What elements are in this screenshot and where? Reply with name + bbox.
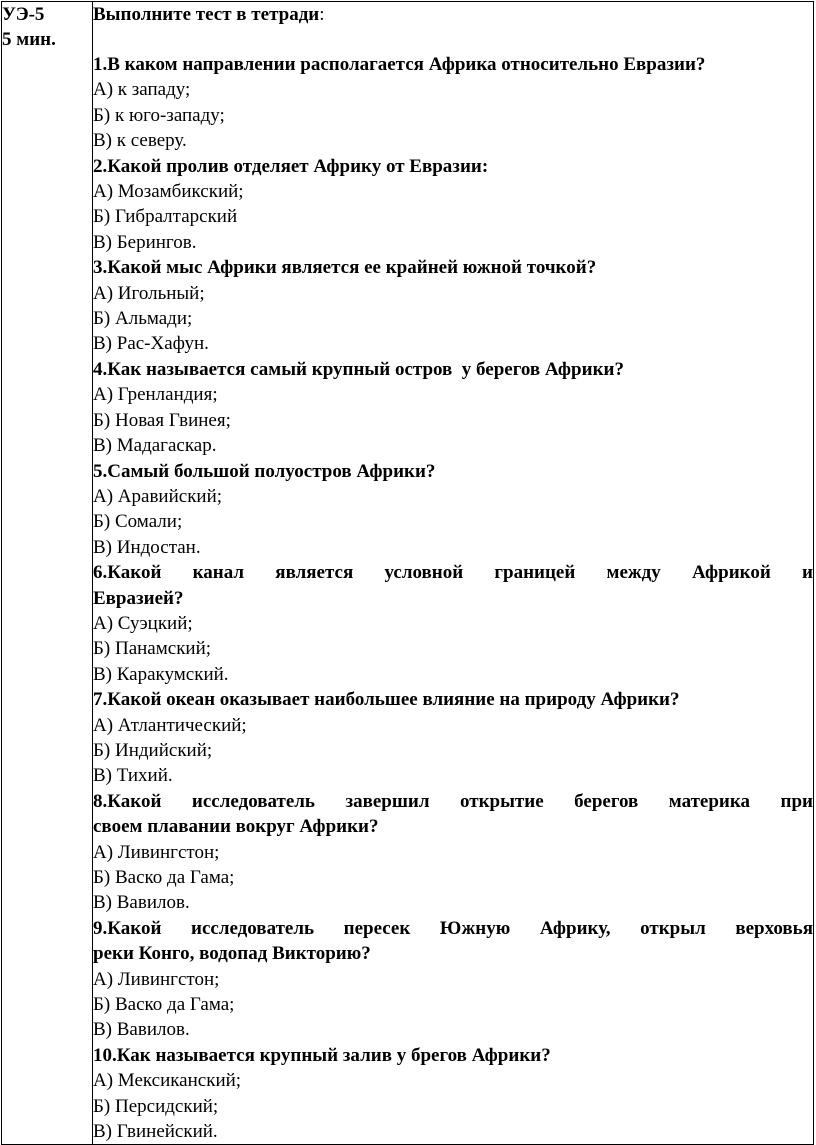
option-b: Б) Гибралтарский	[93, 206, 238, 228]
option-b: Б) Персидский;	[93, 1095, 219, 1117]
question-text: 4.Как называется самый крупный остров у берегов Африки?	[93, 358, 624, 380]
option-c: В) Рас-Хафун.	[93, 333, 209, 355]
option-a: А) Мозамбикский;	[93, 181, 244, 203]
question-text-line2: Евразией?	[93, 587, 184, 609]
question-text-line1: 9.Какой исследователь пересек Южную Африку, открыл верховья	[93, 917, 813, 939]
worksheet-table	[1, 1, 814, 1145]
question-10	[93, 1043, 813, 1145]
test-cell	[93, 2, 814, 1145]
question-text: 7.Какой океан оказывает наибольшее влияние на природу Африки?	[93, 689, 680, 711]
question-5	[93, 459, 813, 561]
option-c: В) Вавилов.	[93, 892, 190, 914]
option-b: Б) Индийский;	[93, 739, 213, 761]
option-c: В) Берингов.	[93, 231, 197, 253]
question-8	[93, 789, 813, 916]
option-b: Б) Васко да Гама;	[93, 867, 235, 888]
instruction	[93, 2, 813, 52]
option-a: А) Суэцкий;	[93, 612, 193, 634]
question-3	[93, 255, 813, 357]
option-c: В) Мадагаскар.	[93, 435, 217, 457]
question-text: 5.Самый большой полуостров Африки?	[93, 460, 436, 482]
question-text: 2.Какой пролив отделяет Африку от Евразии:	[93, 155, 489, 177]
question-text-line1: 6.Какой канал является условной границей между Африкой и	[93, 562, 813, 584]
option-c: В) Каракумский.	[93, 663, 229, 685]
option-b: Б) Васко да Гама;	[93, 994, 235, 1016]
question-6	[93, 560, 813, 687]
option-a: А) Ливингстон;	[93, 968, 220, 990]
question-9	[93, 916, 813, 1043]
stage-time: 5 мин.	[2, 29, 56, 50]
instruction-text: Выполните тест в тетради	[93, 4, 320, 25]
option-a: А) Ливингстон;	[93, 841, 220, 863]
option-a: А) Игольный;	[93, 282, 205, 304]
question-2	[93, 154, 813, 256]
option-b: Б) к юго-западу;	[93, 104, 225, 126]
instruction-colon: :	[319, 4, 325, 25]
question-text-line2: своем плавании вокруг Африки?	[93, 816, 379, 838]
option-c: В) Тихий.	[93, 765, 173, 787]
option-b: Б) Сомали;	[93, 511, 183, 533]
question-text: 3.Какой мыс Африки является ее крайней южной точкой?	[93, 257, 597, 279]
option-c: В) Гвинейский.	[93, 1121, 218, 1143]
option-b: Б) Новая Гвинея;	[93, 409, 231, 431]
option-a: А) Мексиканский;	[93, 1070, 242, 1092]
stage-cell	[2, 2, 93, 1145]
option-b: Б) Альмади;	[93, 308, 193, 330]
question-text: 1.В каком направлении располагается Африка относительно Евразии?	[93, 54, 706, 75]
option-b: Б) Панамский;	[93, 638, 212, 660]
option-a: А) Аравийский;	[93, 485, 223, 507]
option-c: В) Индостан.	[93, 536, 201, 558]
question-text: 10.Как называется крупный залив у брегов Африки?	[93, 1044, 551, 1066]
option-a: А) Гренландия;	[93, 384, 218, 406]
question-text-line1: 8.Какой исследователь завершил открытие берегов материка при	[93, 790, 813, 812]
option-a: А) Атлантический;	[93, 714, 247, 736]
question-4	[93, 357, 813, 459]
question-1	[93, 52, 813, 154]
question-7	[93, 687, 813, 789]
option-c: В) к северу.	[93, 130, 187, 152]
question-text-line2: реки Конго, водопад Викторию?	[93, 943, 371, 965]
option-a: А) к западу;	[93, 79, 191, 101]
stage-code: УЭ-5	[2, 4, 45, 25]
option-c: В) Вавилов.	[93, 1019, 190, 1041]
